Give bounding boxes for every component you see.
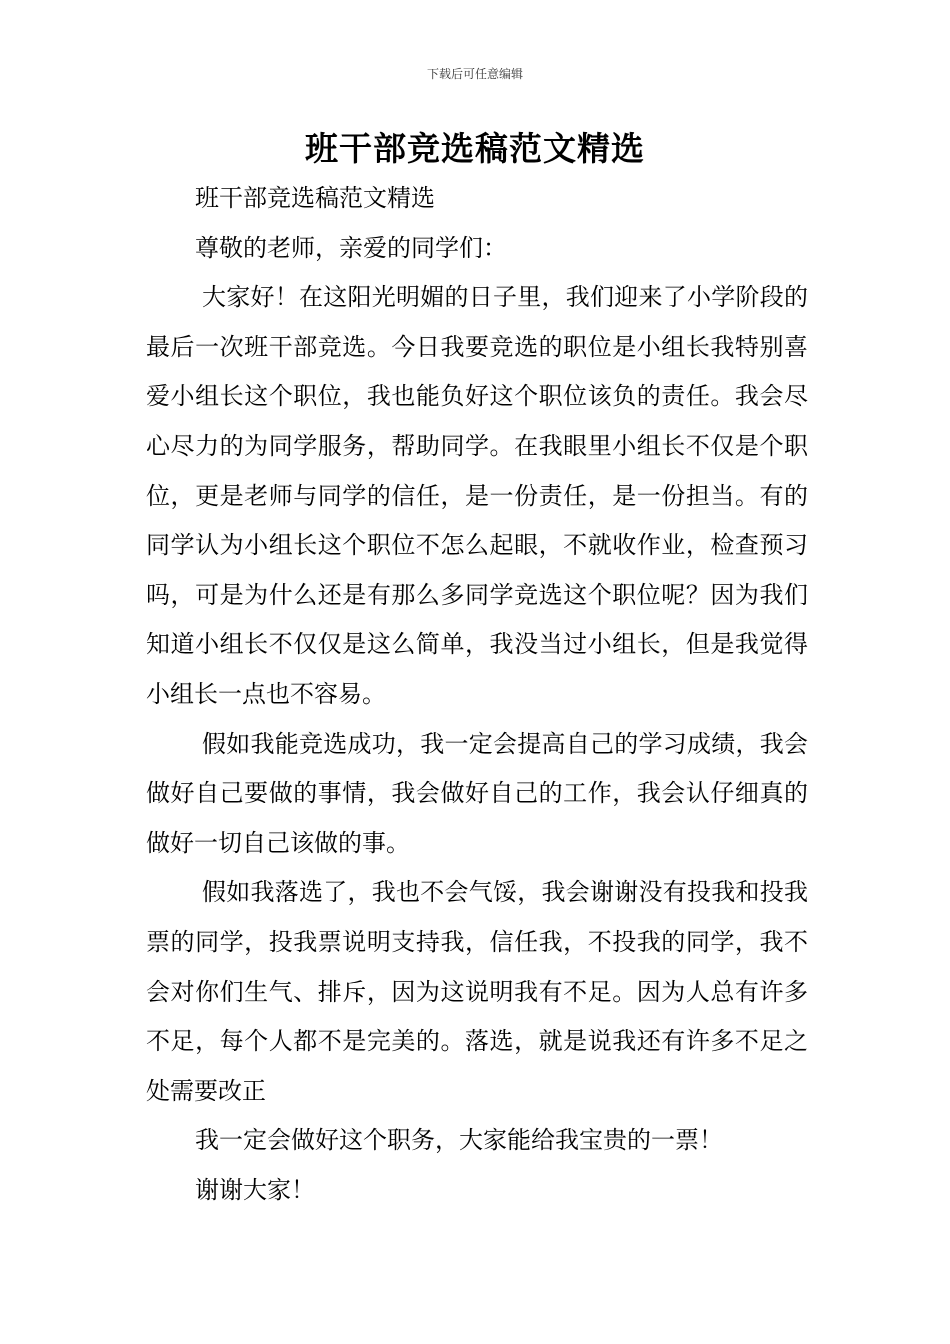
salutation-paragraph: 尊敬的老师，亲爱的同学们： [195, 233, 507, 262]
body-paragraph: 假如我落选了，我也不会气馁，我会谢谢没有投我和投我票的同学，投我票说明支持我，信任我，不投我的同学，我不会对你们生气、排斥，因为这说明我有不足。因为人总有许多不足，每个人都不是完美的。落选，就是说我还有许多不足之处需要改正 [146, 878, 808, 1105]
page-header-note: 下载后可任意编辑 [426, 67, 523, 81]
body-paragraph: 假如我能竞选成功，我一定会提高自己的学习成绩，我会做好自己要做的事情，我会做好自己的工作，我会认仔细真的做好一切自己该做的事。 [146, 729, 808, 857]
subtitle-paragraph: 班干部竞选稿范文精选 [195, 184, 435, 212]
thanks-paragraph: 谢谢大家！ [195, 1175, 315, 1204]
body-paragraph: 大家好！在这阳光明媚的日子里，我们迎来了小学阶段的最后一次班干部竞选。今日我要竞选的职位是小组长我特别喜爱小组长这个职位，我也能负好这个职位该负的责任。我会尽心尽力的为同学服务，帮助同学。在我眼里小组长不仅是个职位，更是老师与同学的信任，是一份责任，是一份担当。有的同学认为小组长这个职位不怎么起眼，不就收作业，检查预习吗，可是为什么还是有那么多同学竞选这个职位呢？因为我们知道小组长不仅仅是这么简单，我没当过小组长，但是我觉得小组长一点也不容易。 [146, 283, 808, 708]
closing-paragraph: 我一定会做好这个职务，大家能给我宝贵的一票！ [195, 1126, 723, 1155]
document-title: 班干部竞选稿范文精选 [305, 129, 645, 168]
document-body [146, 174, 808, 1215]
